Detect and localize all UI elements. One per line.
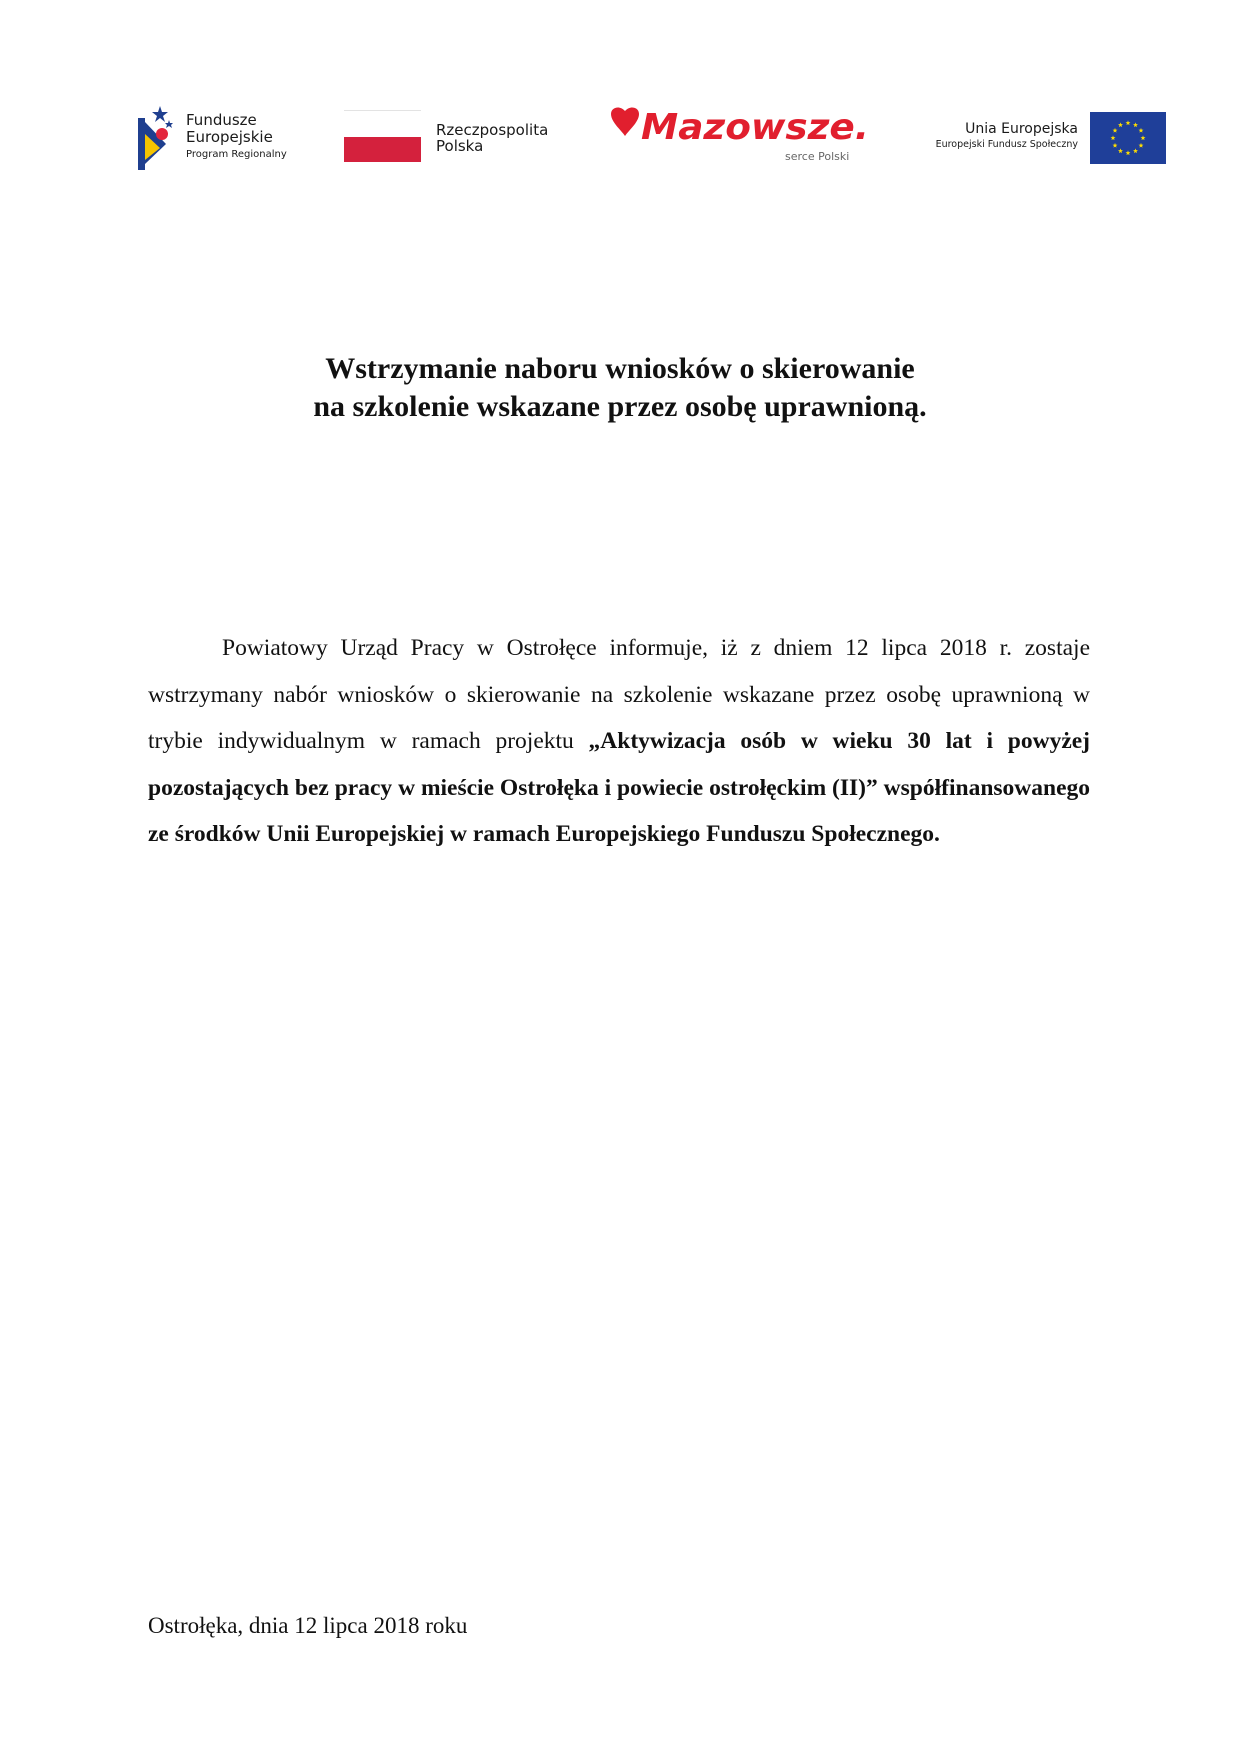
body-text-part-2: współfinansowanego ze środków Unii Europejskiej w ramach Europejskiego Funduszu Społecznego. (148, 774, 1091, 847)
heart-icon (611, 107, 639, 136)
fundusze-europejskie-stars-icon (138, 104, 173, 170)
mazowsze-wordmark (607, 104, 872, 146)
logo-text-rzeczpospolita: Rzeczpospolita (436, 121, 549, 139)
logo-text-fundusze: Fundusze (186, 111, 257, 129)
mazowsze-word-text: Mazowsze. (641, 107, 869, 146)
logo-text-program-regionalny: Program Regionalny (186, 149, 287, 160)
logo-text-unia-europejska: Unia Europejska (965, 121, 1078, 137)
unia-europejska-logo (918, 100, 1168, 180)
logo-text-polska: Polska (436, 137, 484, 155)
title-line-2: na szkolenie wskazane przez osobę uprawnioną. (313, 390, 927, 423)
place-and-date: Ostrołęka, dnia 12 lipca 2018 roku (148, 1613, 468, 1638)
body-text-part-1: Powiatowy Urząd Pracy w Ostrołęce informuje, iż z dniem 12 lipca 2018 r. zostaje wstrzymany nabór wniosków o skierowanie na szkolenie wskazane przez osobę uprawnioną w trybie indywidualnym w ramach projektu (148, 635, 1090, 754)
fundusze-europejskie-text (186, 112, 287, 162)
rzeczpospolita-polska-logo (344, 100, 574, 180)
eu-flag-icon (1090, 112, 1166, 164)
logo-text-efs: Europejski Fundusz Społeczny (935, 139, 1078, 150)
polish-flag-icon (344, 110, 421, 162)
mazowsze-logo (607, 100, 879, 180)
unia-europejska-text (918, 120, 1078, 152)
title-line-1: Wstrzymanie naboru wniosków o skierowanie (325, 352, 915, 385)
logo-text-europejskie: Europejskie (186, 128, 273, 146)
page-title (150, 350, 1090, 426)
logo-strip (0, 100, 1240, 180)
rzeczpospolita-polska-text (436, 122, 548, 154)
announcement-paragraph (148, 625, 1090, 858)
fundusze-europejskie-logo (138, 100, 313, 180)
project-name: „Aktywizacja osób w wieku 30 lat i powyżej pozostających bez pracy w mieście Ostrołęka i powiecie ostrołęckim (II)” (148, 728, 1091, 801)
logo-text-serce-polski: serce Polski (785, 150, 850, 163)
